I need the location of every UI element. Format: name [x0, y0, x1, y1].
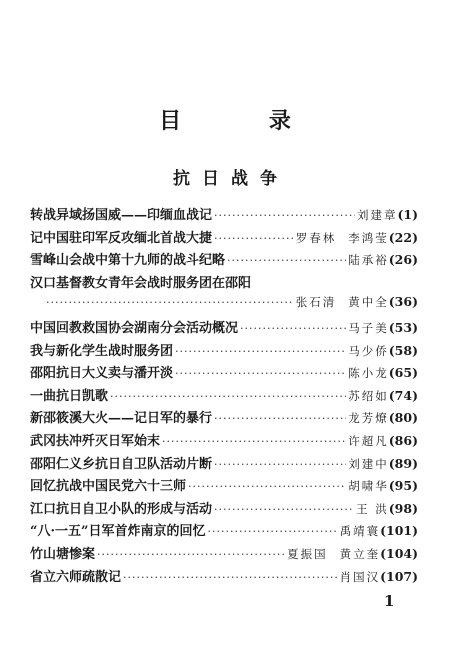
- toc-entry-title: 邵阳抗日大义卖与潘开淡: [30, 366, 174, 382]
- toc-entry[interactable]: [30, 520, 418, 543]
- toc-entry[interactable]: [30, 385, 418, 408]
- toc-entry[interactable]: [30, 249, 418, 272]
- toc-entry-page: (107): [380, 568, 418, 584]
- toc-entry-author: 陆承裕: [348, 253, 389, 268]
- toc-entry[interactable]: [30, 362, 418, 385]
- leader-dots: [188, 480, 346, 493]
- leader-dots: [110, 390, 346, 403]
- toc-entry[interactable]: [30, 340, 418, 363]
- toc-entry-title: 武冈扶冲歼灭日军始末: [30, 433, 161, 449]
- toc-entry-author: 罗春林: [295, 230, 337, 245]
- toc-entry-title: “八·一五”日军首炸南京的回忆: [30, 524, 206, 540]
- section-heading: 抗日战争: [173, 169, 289, 189]
- toc-entry-page: (86): [388, 432, 418, 448]
- toc-entry-author: 龙芳燎: [348, 411, 389, 426]
- toc-entry-page: (53): [388, 319, 418, 335]
- toc-entry-author: 夏振国: [287, 546, 328, 561]
- toc-entry[interactable]: [30, 453, 418, 476]
- toc-entry-author: 张石清: [295, 295, 337, 310]
- toc-entry[interactable]: [30, 430, 418, 453]
- toc-entry-author: 肖国汉: [339, 569, 381, 584]
- leader-dots: [214, 458, 346, 471]
- toc-entry[interactable]: [30, 227, 418, 250]
- toc-entry-title: 我与新化学生战时服务团: [30, 343, 174, 359]
- leader-dots: [240, 322, 346, 335]
- page-title: 目 录: [159, 108, 331, 134]
- leader-dots: [162, 435, 346, 448]
- leader-dots: [123, 571, 338, 584]
- leader-dots: [214, 232, 294, 245]
- toc-entry-title: 雪峰山会战中第十九师的战斗纪略: [30, 253, 226, 269]
- leader-dots: [97, 548, 285, 561]
- leader-dots: [214, 412, 346, 425]
- toc-entry[interactable]: [30, 475, 418, 498]
- toc-entry-author: 苏绍如: [348, 388, 389, 403]
- leader-dots: [207, 525, 337, 538]
- toc-entry-title: 中国回教救国协会湖南分会活动概况: [30, 320, 239, 336]
- toc-entry-page: (58): [388, 342, 418, 358]
- toc-entry-author: 马子美: [348, 320, 389, 335]
- toc-entry-title: 新邵筱溪大火——记日军的暴行: [30, 411, 213, 427]
- toc-entry-author: 黄中全: [348, 295, 389, 310]
- toc-entry-author: 胡啸华: [348, 479, 389, 494]
- toc-entry-page: (26): [388, 252, 418, 268]
- leader-dots: [227, 254, 346, 267]
- toc-entry-page: (65): [388, 365, 418, 381]
- leader-dots: [46, 296, 294, 309]
- toc-entry-author: 刘建章: [356, 208, 398, 222]
- toc-entry[interactable]: [30, 407, 418, 430]
- toc-entry-author: 陈小龙: [348, 366, 389, 381]
- toc-entry-continuation[interactable]: [30, 294, 418, 317]
- table-of-contents: [30, 204, 418, 588]
- toc-entry-page: (98): [388, 500, 418, 516]
- toc-entry-title: 一曲抗日凯歌: [30, 388, 109, 404]
- toc-entry[interactable]: [30, 317, 418, 340]
- toc-entry-page: (74): [388, 387, 418, 403]
- toc-entry-page: (95): [388, 478, 418, 494]
- toc-entry-title: 竹山塘惨案: [30, 546, 96, 562]
- toc-entry-page: (1): [397, 207, 418, 222]
- toc-entry[interactable]: [30, 272, 418, 295]
- toc-entry-author: 黄立奎: [339, 546, 381, 561]
- leader-dots: [214, 503, 354, 516]
- toc-entry-title: 记中国驻印军反攻缅北首战大捷: [30, 230, 213, 246]
- toc-entry-title: 汉口基督教女青年会战时服务团在邵阳: [30, 275, 252, 291]
- toc-entry-author: 许超凡: [348, 433, 389, 448]
- toc-entry-author: 李鸿莹: [348, 230, 389, 245]
- toc-entry[interactable]: [30, 543, 418, 566]
- toc-entry-title: 江口抗日自卫小队的形成与活动: [30, 501, 213, 517]
- toc-entry[interactable]: [30, 204, 418, 227]
- toc-entry-page: (89): [388, 455, 418, 471]
- toc-entry-title: 邵阳仁义乡抗日自卫队活动片断: [30, 456, 213, 472]
- toc-entry-title: 转战异域扬国威——印缅血战记: [30, 208, 213, 223]
- page-number: 1: [384, 592, 395, 610]
- leader-dots: [175, 367, 346, 380]
- leader-dots: [214, 209, 355, 222]
- toc-entry[interactable]: [30, 566, 418, 589]
- toc-entry-page: (101): [380, 523, 418, 539]
- toc-entry-page: (36): [388, 294, 418, 310]
- toc-entry-page: (22): [388, 229, 418, 245]
- toc-entry-author: 刘建中: [348, 456, 389, 471]
- toc-entry-page: (104): [380, 545, 418, 561]
- toc-entry-title: 回忆抗战中国民党六十三师: [30, 479, 187, 495]
- toc-entry-author: 禹靖寰: [339, 524, 381, 539]
- toc-entry-page: (80): [388, 410, 418, 426]
- leader-dots: [175, 345, 346, 358]
- toc-entry-author: 王 洪: [356, 501, 389, 516]
- toc-entry-author: 马少侨: [348, 343, 389, 358]
- toc-entry-title: 省立六师疏散记: [30, 569, 122, 585]
- toc-entry[interactable]: [30, 498, 418, 521]
